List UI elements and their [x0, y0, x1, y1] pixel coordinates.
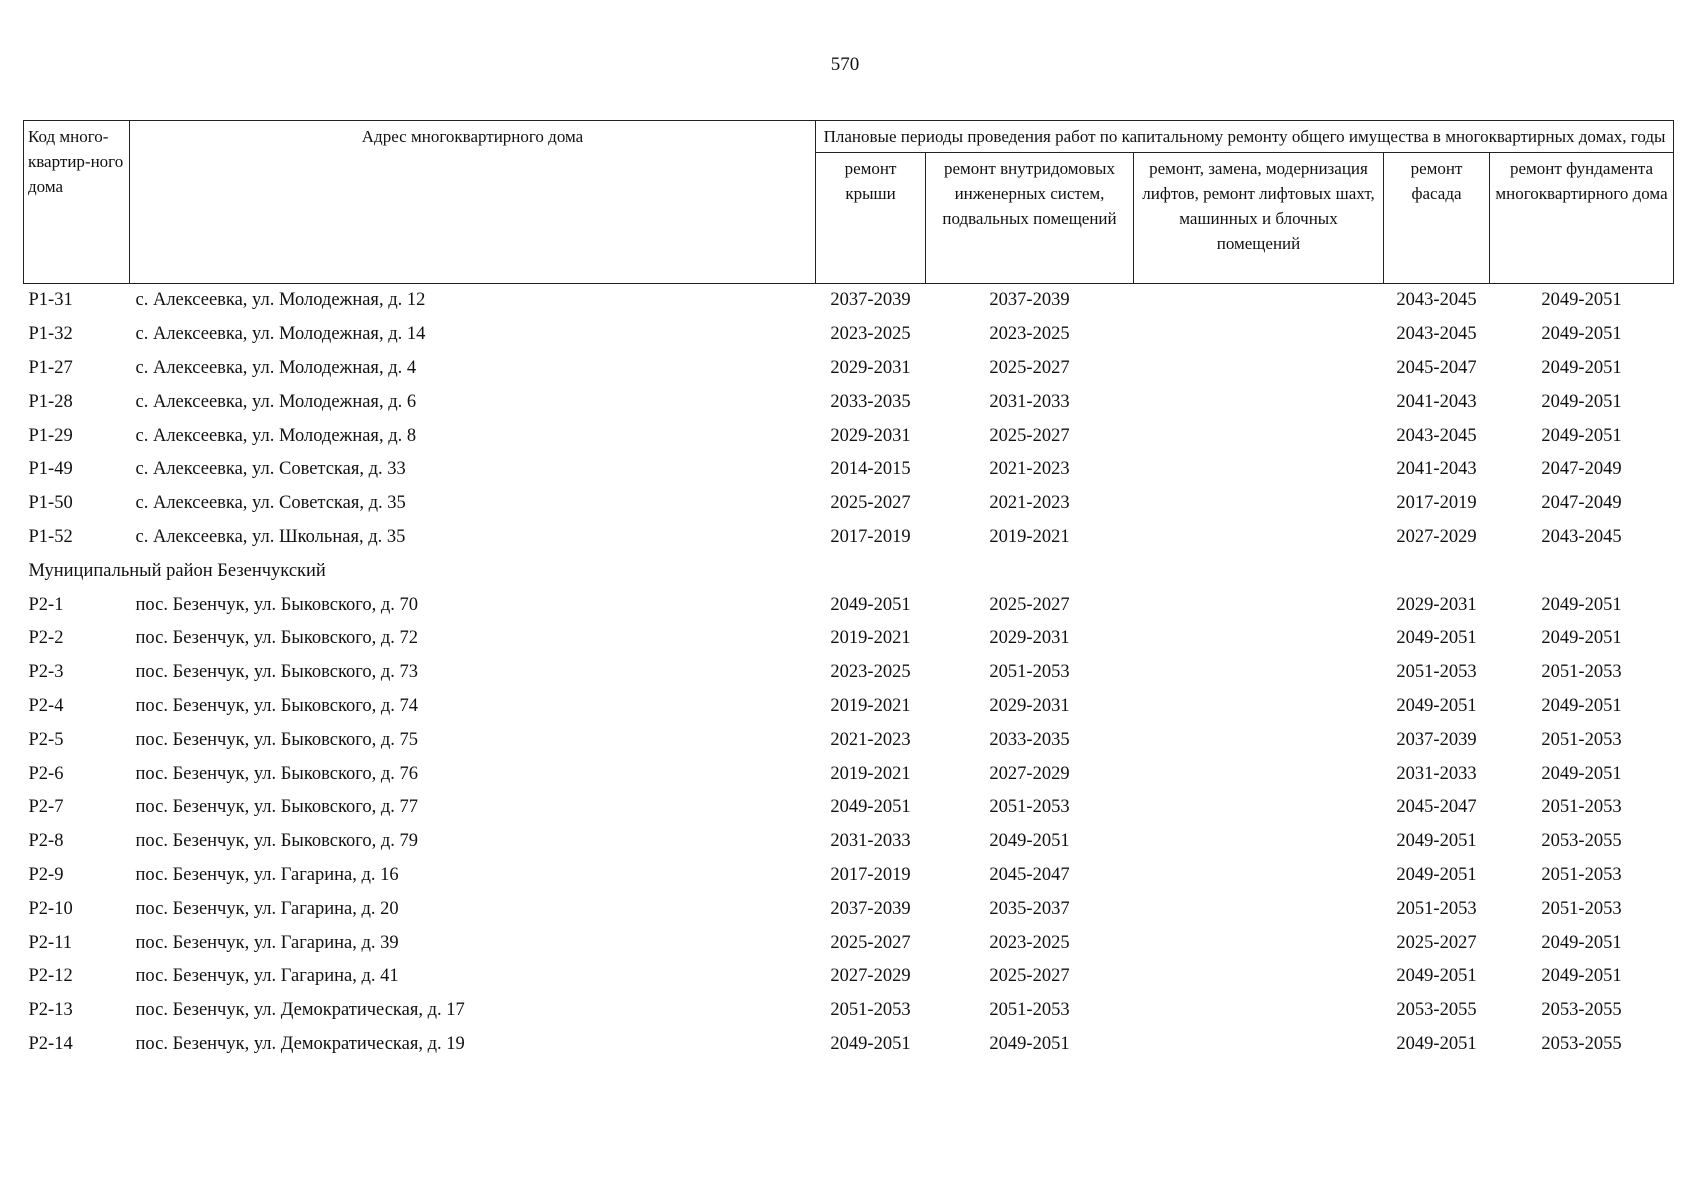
systems-period-cell: 2049-2051 — [989, 1033, 1070, 1054]
facade-period-cell: 2037-2039 — [1396, 729, 1477, 750]
systems-period-cell: 2051-2053 — [989, 1000, 1070, 1021]
table-row — [24, 1028, 1674, 1062]
table-row — [24, 487, 1674, 521]
house-address-cell: пос. Безенчук, ул. Быковского, д. 72 — [135, 628, 419, 649]
systems-period-cell: 2021-2023 — [989, 493, 1070, 514]
header-foundation: ремонт фундамента многоквартирного дома — [1490, 153, 1674, 284]
elevators-period-cell — [1134, 960, 1384, 994]
facade-period-cell: 2049-2051 — [1396, 1033, 1477, 1054]
table-row — [24, 859, 1674, 893]
roof-period-cell: 2025-2027 — [830, 932, 911, 953]
house-address-cell: с. Алексеевка, ул. Молодежная, д. 12 — [135, 290, 426, 311]
foundation-period-cell: 2053-2055 — [1541, 831, 1622, 852]
house-address-cell: с. Алексеевка, ул. Молодежная, д. 14 — [135, 324, 426, 345]
roof-period-cell: 2031-2033 — [830, 831, 911, 852]
house-address-cell: пос. Безенчук, ул. Быковского, д. 70 — [135, 594, 419, 615]
house-code-cell: P2-1 — [28, 594, 64, 615]
table-row — [24, 723, 1674, 757]
facade-period-cell: 2053-2055 — [1396, 1000, 1477, 1021]
section-row — [24, 554, 1674, 588]
facade-period-cell: 2051-2053 — [1396, 898, 1477, 919]
house-address-cell: пос. Безенчук, ул. Гагарина, д. 41 — [135, 966, 399, 987]
house-code-cell: P1-32 — [28, 324, 73, 345]
elevators-period-cell — [1134, 622, 1384, 656]
roof-period-cell: 2025-2027 — [830, 493, 911, 514]
roof-period-cell: 2019-2021 — [830, 628, 911, 649]
house-code-cell: P2-8 — [28, 831, 64, 852]
table-row — [24, 994, 1674, 1028]
house-address-cell: пос. Безенчук, ул. Быковского, д. 76 — [135, 763, 419, 784]
elevators-period-cell — [1134, 859, 1384, 893]
systems-period-cell: 2035-2037 — [989, 898, 1070, 919]
systems-period-cell: 2031-2033 — [989, 391, 1070, 412]
foundation-period-cell: 2049-2051 — [1541, 966, 1622, 987]
roof-period-cell: 2049-2051 — [830, 594, 911, 615]
roof-period-cell: 2019-2021 — [830, 763, 911, 784]
house-address-cell: пос. Безенчук, ул. Гагарина, д. 20 — [135, 898, 399, 919]
house-code-cell: P1-49 — [28, 459, 73, 480]
house-address-cell: с. Алексеевка, ул. Молодежная, д. 6 — [135, 391, 417, 412]
elevators-period-cell — [1134, 1028, 1384, 1062]
systems-period-cell: 2051-2053 — [989, 797, 1070, 818]
facade-period-cell: 2027-2029 — [1396, 526, 1477, 547]
foundation-period-cell: 2049-2051 — [1541, 763, 1622, 784]
foundation-period-cell: 2043-2045 — [1541, 526, 1622, 547]
roof-period-cell: 2051-2053 — [830, 1000, 911, 1021]
foundation-period-cell: 2047-2049 — [1541, 459, 1622, 480]
systems-period-cell: 2023-2025 — [989, 324, 1070, 345]
facade-period-cell: 2017-2019 — [1396, 493, 1477, 514]
systems-period-cell: 2025-2027 — [989, 357, 1070, 378]
roof-period-cell: 2019-2021 — [830, 695, 911, 716]
elevators-period-cell — [1134, 487, 1384, 521]
house-code-cell: P2-13 — [28, 1000, 73, 1021]
house-address-cell: пос. Безенчук, ул. Быковского, д. 75 — [135, 729, 419, 750]
foundation-period-cell: 2049-2051 — [1541, 628, 1622, 649]
systems-period-cell: 2049-2051 — [989, 831, 1070, 852]
house-address-cell: пос. Безенчук, ул. Быковского, д. 73 — [135, 662, 419, 683]
elevators-period-cell — [1134, 690, 1384, 724]
foundation-period-cell: 2053-2055 — [1541, 1000, 1622, 1021]
table-row — [24, 960, 1674, 994]
elevators-period-cell — [1134, 892, 1384, 926]
systems-period-cell: 2025-2027 — [989, 966, 1070, 987]
header-systems: ремонт внутридомовых инженерных систем, подвальных помещений — [926, 153, 1134, 284]
facade-period-cell: 2045-2047 — [1396, 357, 1477, 378]
elevators-period-cell — [1134, 453, 1384, 487]
systems-period-cell: 2023-2025 — [989, 932, 1070, 953]
facade-period-cell: 2045-2047 — [1396, 797, 1477, 818]
capital-repair-table-container — [23, 120, 1673, 1061]
house-code-cell: P1-52 — [28, 526, 73, 547]
house-code-cell: P2-3 — [28, 662, 64, 683]
header-code: Код много-квартир-ного дома — [24, 121, 130, 284]
house-code-cell: P1-50 — [28, 493, 73, 514]
house-code-cell: P1-29 — [28, 425, 73, 446]
roof-period-cell: 2014-2015 — [830, 459, 911, 480]
roof-period-cell: 2017-2019 — [830, 526, 911, 547]
elevators-period-cell — [1134, 791, 1384, 825]
foundation-period-cell: 2049-2051 — [1541, 357, 1622, 378]
roof-period-cell: 2023-2025 — [830, 662, 911, 683]
systems-period-cell: 2025-2027 — [989, 425, 1070, 446]
elevators-period-cell — [1134, 757, 1384, 791]
foundation-period-cell: 2051-2053 — [1541, 898, 1622, 919]
systems-period-cell: 2051-2053 — [989, 662, 1070, 683]
roof-period-cell: 2049-2051 — [830, 797, 911, 818]
systems-period-cell: 2029-2031 — [989, 628, 1070, 649]
house-code-cell: P2-11 — [28, 932, 73, 953]
roof-period-cell: 2027-2029 — [830, 966, 911, 987]
facade-period-cell: 2041-2043 — [1396, 391, 1477, 412]
elevators-period-cell — [1134, 723, 1384, 757]
house-address-cell: с. Алексеевка, ул. Советская, д. 33 — [135, 459, 406, 480]
facade-period-cell: 2041-2043 — [1396, 459, 1477, 480]
house-code-cell: P2-10 — [28, 898, 73, 919]
table-row — [24, 825, 1674, 859]
roof-period-cell: 2037-2039 — [830, 290, 911, 311]
facade-period-cell: 2043-2045 — [1396, 290, 1477, 311]
foundation-period-cell: 2051-2053 — [1541, 797, 1622, 818]
house-address-cell: с. Алексеевка, ул. Молодежная, д. 4 — [135, 357, 417, 378]
systems-period-cell: 2033-2035 — [989, 729, 1070, 750]
elevators-period-cell — [1134, 385, 1384, 419]
facade-period-cell: 2049-2051 — [1396, 966, 1477, 987]
house-address-cell: пос. Безенчук, ул. Демократическая, д. 19 — [135, 1033, 465, 1054]
header-elevators: ремонт, замена, модернизация лифтов, ремонт лифтовых шахт, машинных и блочных помещений — [1134, 153, 1384, 284]
house-code-cell: P2-7 — [28, 797, 64, 818]
house-address-cell: с. Алексеевка, ул. Советская, д. 35 — [135, 493, 406, 514]
elevators-period-cell — [1134, 318, 1384, 352]
facade-period-cell: 2049-2051 — [1396, 628, 1477, 649]
foundation-period-cell: 2049-2051 — [1541, 594, 1622, 615]
house-code-cell: P1-28 — [28, 391, 73, 412]
elevators-period-cell — [1134, 994, 1384, 1028]
elevators-period-cell — [1134, 284, 1384, 318]
facade-period-cell: 2031-2033 — [1396, 763, 1477, 784]
foundation-period-cell: 2049-2051 — [1541, 290, 1622, 311]
table-row — [24, 588, 1674, 622]
house-address-cell: с. Алексеевка, ул. Молодежная, д. 8 — [135, 425, 417, 446]
table-row — [24, 622, 1674, 656]
systems-period-cell: 2019-2021 — [989, 526, 1070, 547]
page-number: 570 — [830, 54, 860, 75]
foundation-period-cell: 2051-2053 — [1541, 662, 1622, 683]
systems-period-cell: 2037-2039 — [989, 290, 1070, 311]
facade-period-cell: 2043-2045 — [1396, 425, 1477, 446]
table-row — [24, 926, 1674, 960]
table-row — [24, 284, 1674, 318]
house-code-cell: P2-5 — [28, 729, 64, 750]
table-row — [24, 791, 1674, 825]
roof-period-cell: 2021-2023 — [830, 729, 911, 750]
house-code-cell: P2-2 — [28, 628, 64, 649]
facade-period-cell: 2049-2051 — [1396, 695, 1477, 716]
house-address-cell: пос. Безенчук, ул. Гагарина, д. 39 — [135, 932, 399, 953]
roof-period-cell: 2023-2025 — [830, 324, 911, 345]
elevators-period-cell — [1134, 419, 1384, 453]
facade-period-cell: 2029-2031 — [1396, 594, 1477, 615]
foundation-period-cell: 2049-2051 — [1541, 695, 1622, 716]
header-address: Адрес многоквартирного дома — [130, 121, 816, 284]
table-row — [24, 352, 1674, 386]
foundation-period-cell: 2051-2053 — [1541, 864, 1622, 885]
facade-period-cell: 2049-2051 — [1396, 831, 1477, 852]
elevators-period-cell — [1134, 588, 1384, 622]
table-row — [24, 656, 1674, 690]
house-address-cell: пос. Безенчук, ул. Демократическая, д. 17 — [135, 1000, 465, 1021]
systems-period-cell: 2027-2029 — [989, 763, 1070, 784]
foundation-period-cell: 2047-2049 — [1541, 493, 1622, 514]
foundation-period-cell: 2049-2051 — [1541, 425, 1622, 446]
table-body — [24, 284, 1674, 1062]
header-roof: ремонт крыши — [816, 153, 926, 284]
house-code-cell: P2-12 — [28, 966, 73, 987]
house-code-cell: P2-6 — [28, 763, 64, 784]
section-title: Муниципальный район Безенчукский — [28, 560, 326, 581]
elevators-period-cell — [1134, 352, 1384, 386]
table-row — [24, 318, 1674, 352]
house-code-cell: P2-4 — [28, 695, 64, 716]
house-code-cell: P2-14 — [28, 1033, 73, 1054]
systems-period-cell: 2045-2047 — [989, 864, 1070, 885]
house-address-cell: с. Алексеевка, ул. Школьная, д. 35 — [135, 526, 406, 547]
house-address-cell: пос. Безенчук, ул. Быковского, д. 77 — [135, 797, 419, 818]
roof-period-cell: 2037-2039 — [830, 898, 911, 919]
house-address-cell: пос. Безенчук, ул. Быковского, д. 79 — [135, 831, 419, 852]
facade-period-cell: 2025-2027 — [1396, 932, 1477, 953]
table-header — [24, 121, 1674, 284]
facade-period-cell: 2043-2045 — [1396, 324, 1477, 345]
facade-period-cell: 2051-2053 — [1396, 662, 1477, 683]
house-address-cell: пос. Безенчук, ул. Быковского, д. 74 — [135, 695, 419, 716]
systems-period-cell: 2025-2027 — [989, 594, 1070, 615]
table-row — [24, 690, 1674, 724]
house-address-cell: пос. Безенчук, ул. Гагарина, д. 16 — [135, 864, 399, 885]
house-code-cell: P1-31 — [28, 290, 73, 311]
house-code-cell: P2-9 — [28, 864, 64, 885]
systems-period-cell: 2021-2023 — [989, 459, 1070, 480]
elevators-period-cell — [1134, 521, 1384, 555]
facade-period-cell: 2049-2051 — [1396, 864, 1477, 885]
foundation-period-cell: 2053-2055 — [1541, 1033, 1622, 1054]
header-facade: ремонт фасада — [1384, 153, 1490, 284]
roof-period-cell: 2049-2051 — [830, 1033, 911, 1054]
roof-period-cell: 2029-2031 — [830, 357, 911, 378]
systems-period-cell: 2029-2031 — [989, 695, 1070, 716]
foundation-period-cell: 2049-2051 — [1541, 932, 1622, 953]
table-row — [24, 892, 1674, 926]
elevators-period-cell — [1134, 825, 1384, 859]
foundation-period-cell: 2051-2053 — [1541, 729, 1622, 750]
table-row — [24, 385, 1674, 419]
elevators-period-cell — [1134, 926, 1384, 960]
elevators-period-cell — [1134, 656, 1384, 690]
table-row — [24, 419, 1674, 453]
header-periods: Плановые периоды проведения работ по капитальному ремонту общего имущества в многоквартирных домах, годы — [816, 121, 1674, 153]
foundation-period-cell: 2049-2051 — [1541, 391, 1622, 412]
house-code-cell: P1-27 — [28, 357, 73, 378]
roof-period-cell: 2033-2035 — [830, 391, 911, 412]
capital-repair-table — [23, 120, 1674, 1061]
table-row — [24, 453, 1674, 487]
roof-period-cell: 2017-2019 — [830, 864, 911, 885]
table-row — [24, 521, 1674, 555]
roof-period-cell: 2029-2031 — [830, 425, 911, 446]
foundation-period-cell: 2049-2051 — [1541, 324, 1622, 345]
table-row — [24, 757, 1674, 791]
